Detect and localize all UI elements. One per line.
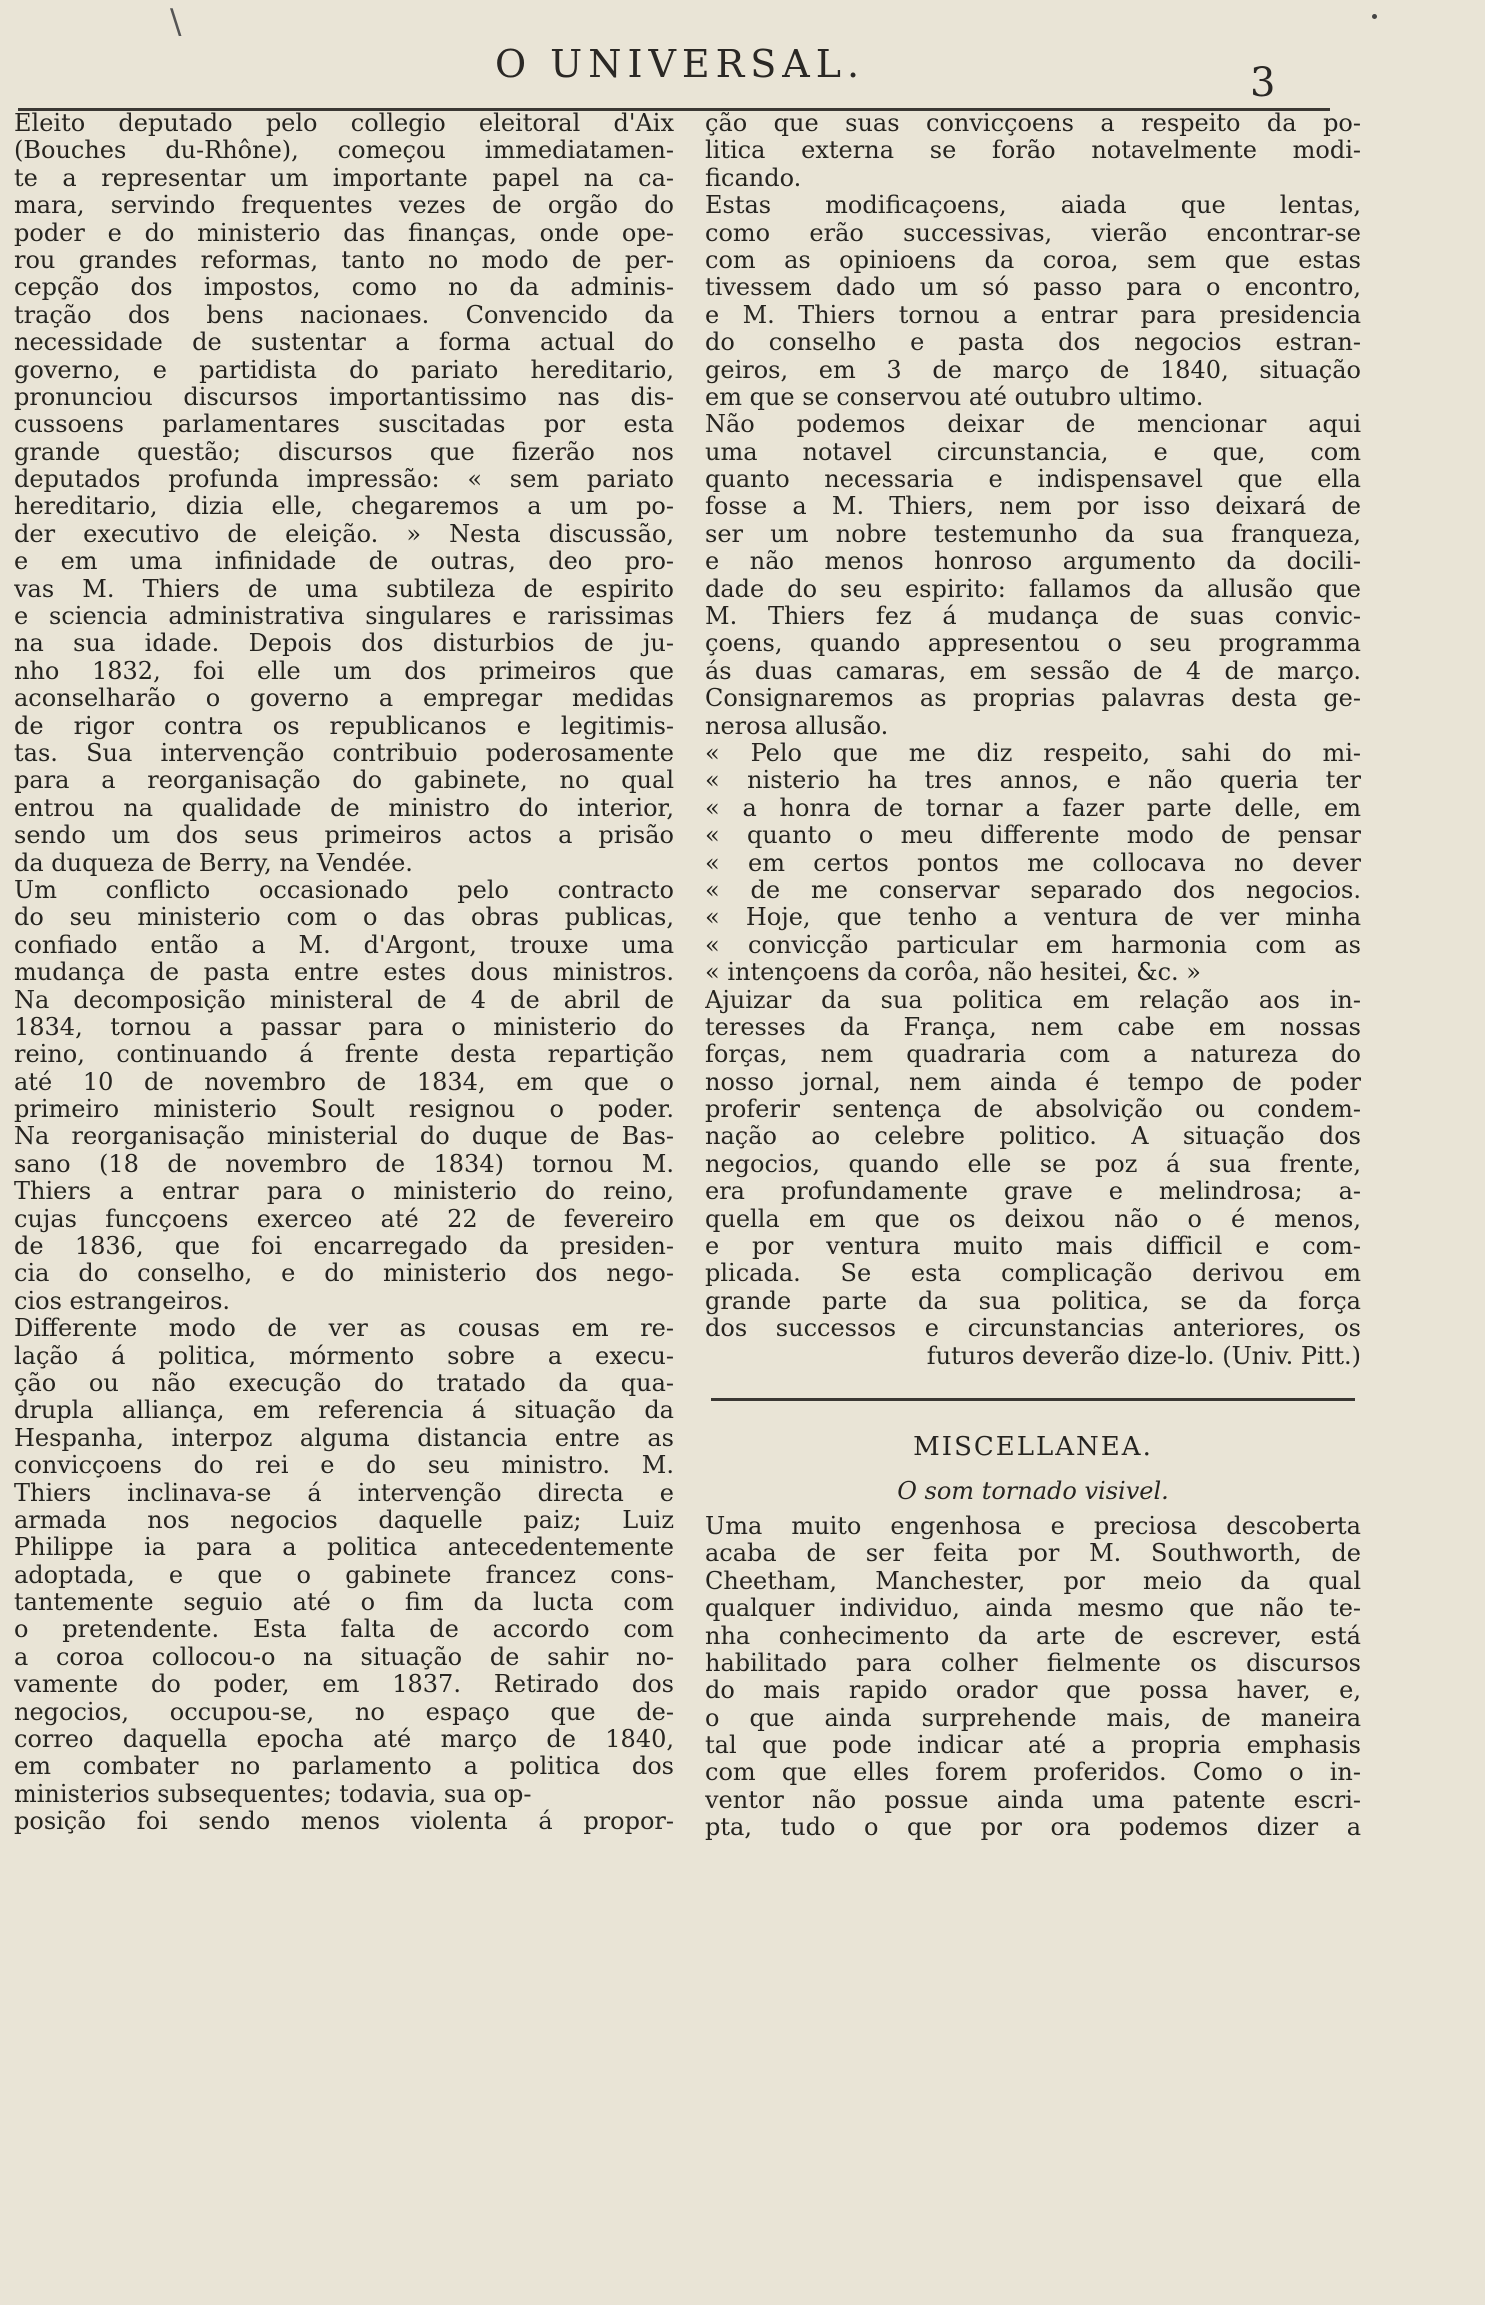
text-line: de rigor contra os republicanos e legitimis- (14, 712, 674, 740)
text-line: ser um nobre testemunho da sua franqueza, (705, 520, 1361, 548)
text-line: « nisterio ha tres annos, e não queria ter (705, 767, 1361, 795)
text-line: cujas funcçoens exerceo até 22 de fevereiro (14, 1205, 674, 1233)
section-subtitle: O som tornado visivel. (897, 1476, 1169, 1505)
running-title: O UNIVERSAL. (494, 42, 866, 86)
text-line: para a reorganisação do gabinete, no qual (14, 767, 674, 795)
text-line: o que ainda surprehende mais, de maneira (705, 1704, 1361, 1732)
page-number: 3 (1250, 60, 1276, 106)
text-line: Na reorganisação ministerial do duque de Bas- (14, 1123, 674, 1151)
text-line: ção ou não execução do tratado da qua- (14, 1369, 674, 1397)
text-line: até 10 de novembro de 1834, em que o (14, 1068, 674, 1096)
text-line: o pretendente. Esta falta de accordo com (14, 1616, 674, 1644)
text-line: poder e do ministerio das finanças, onde ope- (14, 219, 674, 247)
text-line: armada nos negocios daquelle paiz; Luiz (14, 1506, 674, 1534)
ink-mark: \ (170, 2, 182, 42)
text-line: ção que suas convicçoens a respeito da po- (705, 110, 1361, 137)
text-line: Thiers inclinava-se á intervenção directa e (14, 1479, 674, 1507)
text-line: dade do seu espirito: fallamos da allusão que (705, 575, 1361, 603)
text-line: geiros, em 3 de março de 1840, situação (705, 356, 1361, 384)
text-line: hereditario, dizia elle, chegaremos a um po- (14, 493, 674, 521)
text-line: de 1836, que foi encarregado da presiden- (14, 1233, 674, 1261)
text-line: « Pelo que me diz respeito, sahi do mi- (705, 739, 1361, 767)
text-line: ventor não possue ainda uma patente escri- (705, 1786, 1361, 1814)
text-line: e por ventura muito mais difficil e com- (705, 1233, 1361, 1261)
text-line: Uma muito engenhosa e preciosa descoberta (705, 1512, 1361, 1540)
text-line: negocios, quando elle se poz á sua frente, (705, 1150, 1361, 1178)
text-line: vas M. Thiers de uma subtileza de espirito (14, 575, 674, 603)
text-line: pta, tudo o que por ora podemos dizer a (705, 1814, 1361, 1842)
text-line: çoens, quando appresentou o seu programma (705, 630, 1361, 658)
text-line: grande questão; discursos que fizerão nos (14, 438, 674, 466)
text-line: tas. Sua intervenção contribuio poderosamente (14, 739, 674, 767)
text-line: governo, e partidista do pariato hereditario, (14, 356, 674, 384)
text-line: da duqueza de Berry, na Vendée. (14, 849, 413, 877)
text-line: primeiro ministerio Soult resignou o poder. (14, 1096, 674, 1124)
text-line: qualquer individuo, ainda mesmo que não te- (705, 1595, 1361, 1623)
text-line: drupla alliança, em referencia á situação da (14, 1397, 674, 1425)
text-line: em combater no parlamento a politica dos (14, 1753, 674, 1781)
text-line: Na decomposição ministeral de 4 de abril de (14, 986, 674, 1014)
text-line: M. Thiers fez á mudança de suas convic- (705, 603, 1361, 631)
text-line: sano (18 de novembro de 1834) tornou M. (14, 1150, 674, 1178)
text-line: « quanto o meu differente modo de pensar (705, 822, 1361, 850)
text-line: em que se conservou até outubro ultimo. (705, 383, 1204, 411)
text-line: proferir sentença de absolvição ou condem- (705, 1096, 1361, 1124)
ink-dot (1372, 14, 1377, 19)
text-line: era profundamente grave e melindrosa; a- (705, 1178, 1361, 1206)
text-line: mudança de pasta entre estes dous ministros. (14, 959, 674, 987)
text-line: e sciencia administrativa singulares e rarissimas (14, 603, 674, 631)
text-line: plicada. Se esta complicação derivou em (705, 1260, 1361, 1288)
section-body (705, 1513, 1361, 1842)
text-line: reino, continuando á frente desta repartição (14, 1041, 674, 1069)
text-line: nosso jornal, nem ainda é tempo de poder (705, 1068, 1361, 1096)
text-line: convicçoens do rei e do seu ministro. M. (14, 1452, 674, 1480)
text-line: confiado então a M. d'Argont, trouxe uma (14, 931, 674, 959)
text-line: e em uma infinidade de outras, deo pro- (14, 548, 674, 576)
text-line: uma notavel circunstancia, e que, com (705, 438, 1361, 466)
text-line: Eleito deputado pelo collegio eleitoral d'Aix (14, 110, 674, 137)
text-line: sendo um dos seus primeiros actos a prisão (14, 822, 674, 850)
text-line: com as opinioens da coroa, sem que estas (705, 246, 1361, 274)
text-line: 1834, tornou a passar para o ministerio do (14, 1013, 674, 1041)
text-line: cepção dos impostos, como no da adminis- (14, 274, 674, 302)
text-line: « Hoje, que tenho a ventura de ver minha (705, 904, 1361, 932)
text-line: te a representar um importante papel na ca- (14, 164, 674, 192)
text-line: nho 1832, foi elle um dos primeiros que (14, 657, 674, 685)
text-line: acaba de ser feita por M. Southworth, de (705, 1540, 1361, 1568)
text-line: do seu ministerio com o das obras publicas, (14, 904, 674, 932)
text-line: pronunciou discursos importantissimo nas dis- (14, 383, 674, 411)
text-line: ficando. (705, 164, 802, 192)
text-line: (Bouches du-Rhône), começou immediatamen- (14, 137, 674, 165)
article-continuation (705, 110, 1361, 1370)
text-line: rou grandes reformas, tanto no modo de per- (14, 246, 674, 274)
text-line: Consignaremos as proprias palavras desta ge- (705, 685, 1361, 713)
text-line: vamente do poder, em 1837. Retirado dos (14, 1671, 674, 1699)
text-line: nerosa allusão. (705, 712, 889, 740)
text-line: Um conflicto occasionado pelo contracto (14, 876, 674, 904)
text-line: nação ao celebre politico. A situação dos (705, 1123, 1361, 1151)
right-column (705, 110, 1361, 1842)
text-line: « de me conservar separado dos negocios. (705, 876, 1361, 904)
text-line: na sua idade. Depois dos disturbios de ju- (14, 630, 674, 658)
text-line: cios estrangeiros. (14, 1287, 231, 1315)
text-line: posição foi sendo menos violenta á propor- (14, 1808, 674, 1836)
text-line: com que elles forem proferidos. Como o in- (705, 1759, 1361, 1787)
text-line: e não menos honroso argumento da docili- (705, 548, 1361, 576)
text-line: tivessem dado um só passo para o encontro, (705, 274, 1361, 302)
text-line: futuros deverão dize-lo. (Univ. Pitt.) (926, 1342, 1361, 1370)
text-line: « intençoens da corôa, não hesitei, &c. » (705, 959, 1201, 987)
text-line: como erão successivas, vierão encontrar-se (705, 219, 1361, 247)
text-line: quella em que os deixou não o é menos, (705, 1205, 1361, 1233)
text-line: « a honra de tornar a fazer parte delle, em (705, 794, 1361, 822)
text-line: litica externa se forão notavelmente modi- (705, 137, 1361, 165)
text-line: Não podemos deixar de mencionar aqui (705, 411, 1361, 439)
text-line: a coroa collocou-o na situação de sahir no- (14, 1643, 674, 1671)
section-rule (711, 1398, 1355, 1401)
text-line: Hespanha, interpoz alguma distancia entre as (14, 1424, 674, 1452)
left-column (14, 110, 674, 1836)
text-line: dos successos e circunstancias anteriores, os (705, 1315, 1361, 1343)
text-line: necessidade de sustentar a forma actual do (14, 329, 674, 357)
text-line: correo daquella epocha até março de 1840, (14, 1726, 674, 1754)
text-line: grande parte da sua politica, se da força (705, 1287, 1361, 1315)
text-line: cia do conselho, e do ministerio dos nego- (14, 1260, 674, 1288)
text-line: teresses da França, nem cabe em nossas (705, 1013, 1361, 1041)
text-line: tração dos bens nacionaes. Convencido da (14, 301, 674, 329)
text-line: Thiers a entrar para o ministerio do reino, (14, 1178, 674, 1206)
text-line: ministerios subsequentes; todavia, sua op- (14, 1780, 532, 1808)
text-line: Estas modificaçoens, aiada que lentas, (705, 192, 1361, 220)
text-line: Differente modo de ver as cousas em re- (14, 1315, 674, 1343)
text-line: aconselharão o governo a empregar medidas (14, 685, 674, 713)
text-line: Cheetham, Manchester, por meio da qual (705, 1567, 1361, 1595)
text-line: « em certos pontos me collocava no dever (705, 849, 1361, 877)
text-line: negocios, occupou-se, no espaço que de- (14, 1698, 674, 1726)
text-line: entrou na qualidade de ministro do interior, (14, 794, 674, 822)
text-line: mara, servindo frequentes vezes de orgão do (14, 192, 674, 220)
text-line: « convicção particular em harmonia com as (705, 931, 1361, 959)
text-line: quanto necessaria e indispensavel que ella (705, 466, 1361, 494)
text-line: tal que pode indicar até a propria emphasis (705, 1732, 1361, 1760)
text-line: cussoens parlamentares suscitadas por esta (14, 411, 674, 439)
text-line: e M. Thiers tornou a entrar para presidencia (705, 301, 1361, 329)
text-line: fosse a M. Thiers, nem por isso deixará de (705, 493, 1361, 521)
text-line: habilitado para colher fielmente os discursos (705, 1649, 1361, 1677)
text-line: adoptada, e que o gabinete francez cons- (14, 1561, 674, 1589)
text-line: forças, nem quadraria com a natureza do (705, 1041, 1361, 1069)
text-line: der executivo de eleição. » Nesta discussão, (14, 520, 674, 548)
text-line: do conselho e pasta dos negocios estran- (705, 329, 1361, 357)
text-line: Ajuizar da sua politica em relação aos in- (705, 986, 1361, 1014)
text-line: Philippe ia para a politica antecedentemente (14, 1534, 674, 1562)
text-line: tantemente seguio até o fim da lucta com (14, 1589, 674, 1617)
text-line: do mais rapido orador que possa haver, e, (705, 1677, 1361, 1705)
text-line: deputados profunda impressão: « sem pariato (14, 466, 674, 494)
section-title: MISCELLANEA. (913, 1431, 1153, 1462)
text-line: nha conhecimento da arte de escrever, está (705, 1622, 1361, 1650)
text-line: ás duas camaras, em sessão de 4 de março. (705, 657, 1361, 685)
text-line: lação á politica, mórmento sobre a execu- (14, 1342, 674, 1370)
